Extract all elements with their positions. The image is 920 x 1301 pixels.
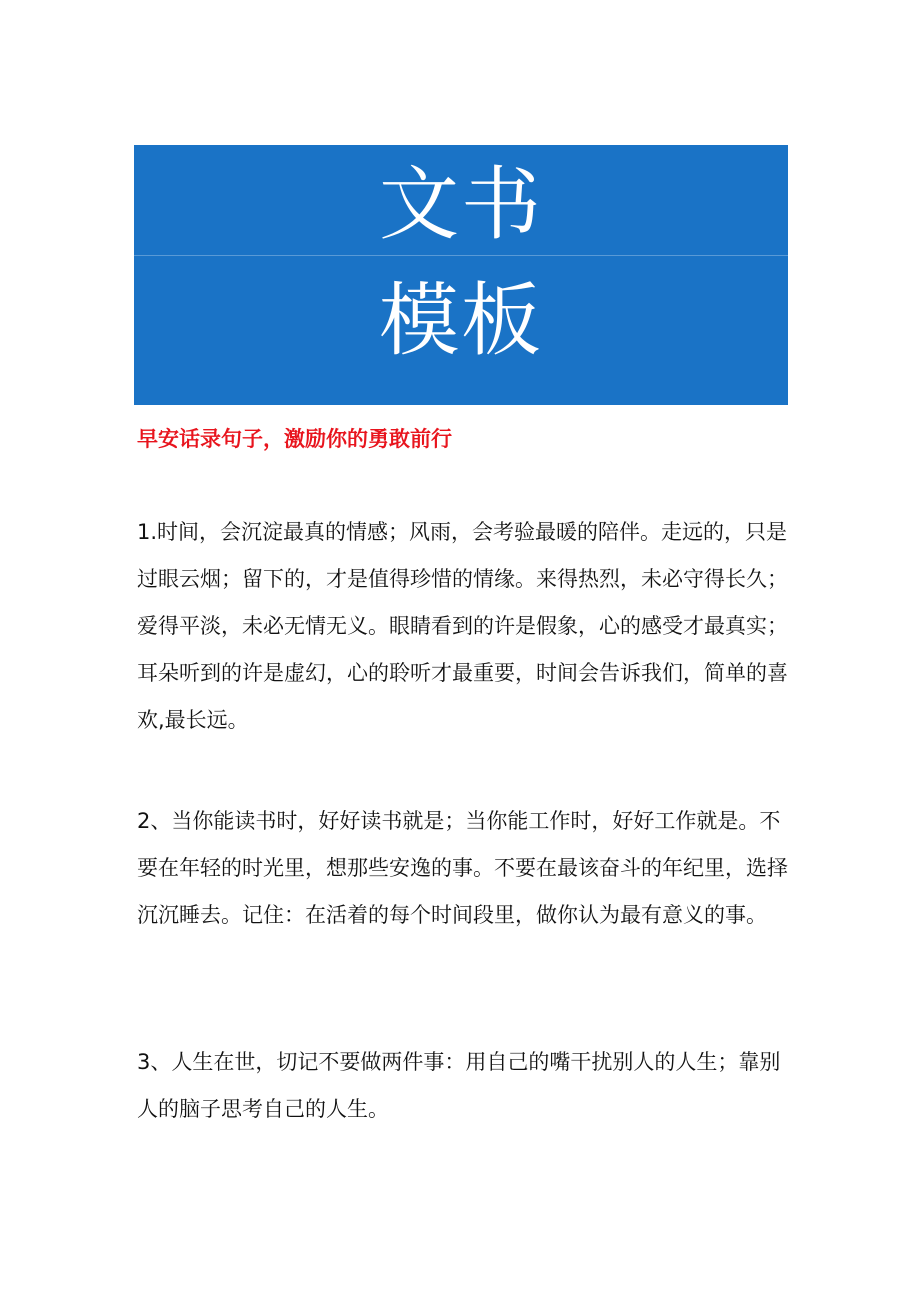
banner-title-line-1: 文书 [379, 158, 543, 251]
title-banner [134, 145, 788, 405]
banner-divider [134, 255, 788, 256]
paragraph-3: 3、人生在世，切记不要做两件事：用自己的嘴干扰别人的人生；靠别人的脑子思考自己的人生。 [137, 1050, 781, 1121]
banner-title-line-2: 模板 [379, 274, 543, 367]
paragraph-1: 1.时间，会沉淀最真的情感；风雨，会考验最暖的陪伴。走远的，只是过眼云烟；留下的，才是值得珍惜的情缘。来得热烈，未必守得长久；爱得平淡，未必无情无义。眼睛看到的许是假象，心的感受才最真实；耳朵听到的许是虚幻，心的聆听才最重要，时间会告诉我们，简单的喜欢,最长远。 [137, 520, 788, 732]
article-heading: 早安话录句子，激励你的勇敢前行 [137, 427, 452, 451]
paragraph-2: 2、当你能读书时，好好读书就是；当你能工作时，好好工作就是。不要在年轻的时光里，想那些安逸的事。不要在最该奋斗的年纪里，选择沉沉睡去。记住：在活着的每个时间段里，做你认为最有意义的事。 [137, 809, 788, 927]
